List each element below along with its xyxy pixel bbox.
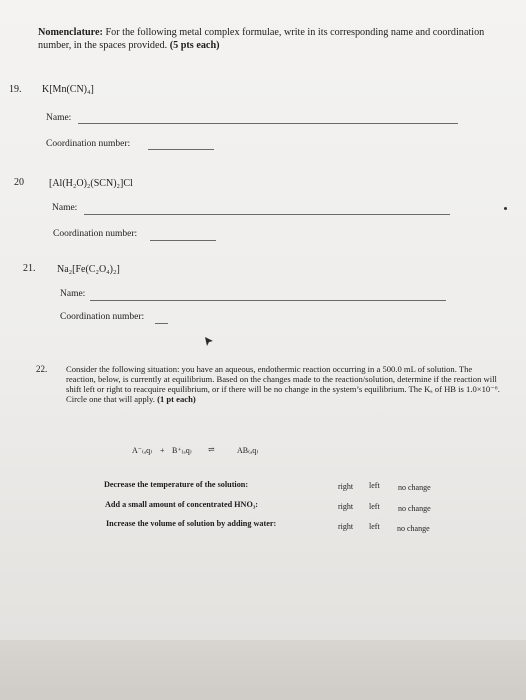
row1-left-option[interactable]: left (369, 481, 380, 490)
row2-left-option[interactable]: left (369, 502, 380, 511)
eq-plus: + (160, 446, 165, 455)
q21-cn-line[interactable] (155, 323, 168, 324)
q20-number: 20 (14, 177, 24, 188)
q20-cn-label: Coordination number: (53, 229, 138, 239)
row1-label: Decrease the temperature of the solution: (104, 480, 249, 489)
q22-points: (1 pt each) (154, 394, 196, 404)
eq-reactant-b: B⁺₍ₐq₎ (172, 446, 192, 455)
header-label: Nomenclature: (38, 27, 103, 38)
q20-cn-line[interactable] (150, 240, 216, 241)
row3-label: Increase the volume of solution by adding water: (106, 519, 277, 528)
row3-left-option[interactable]: left (369, 522, 380, 531)
q19-number: 19. (9, 84, 22, 95)
header-points: (5 pts each) (167, 40, 220, 51)
q19-name-line[interactable] (78, 123, 458, 124)
row2-nochange-option[interactable]: no change (398, 504, 431, 513)
row1-right-option[interactable]: right (338, 482, 354, 491)
row2-right-option[interactable]: right (338, 502, 354, 511)
q21-formula: Na₂[Fe(C₂O₄)₂] (57, 264, 120, 275)
row1-nochange-option[interactable]: no change (398, 483, 431, 492)
q19-formula: K[Mn(CN)₄] (42, 84, 94, 95)
q22-prompt (66, 364, 502, 404)
q20-name-line[interactable] (84, 214, 450, 215)
q21-name-label: Name: (60, 289, 86, 299)
header-text: For the following metal complex formulae, write in its corresponding name and coordination number, in the spaces provided. (38, 27, 485, 51)
q20-name-label: Name: (52, 203, 78, 213)
eq-product: AB₍ₐq₎ (237, 446, 259, 455)
q22-number: 22. (36, 364, 48, 374)
q20-formula: [Al(H₂O)₂(SCN)₂]Cl (49, 178, 133, 189)
row3-nochange-option[interactable]: no change (397, 524, 430, 533)
q19-cn-line[interactable] (148, 149, 214, 150)
eq-reactant-a: A⁻₍ₐq₎ (132, 446, 153, 455)
q21-name-line[interactable] (90, 300, 446, 301)
q22-text: Consider the following situation: you have an aqueous, endothermic reaction occurring in a 500.0 mL of solution. The reaction, below, is currently at equilibrium. Based on the changes made to the reaction/solution, determine if the reaction will shift left or right to reacquire equilibrium, or if there will be no change in the system’s equilibrium. The Kₐ of HB is 1.0×10⁻⁶. Circle one that will apply. (66, 364, 500, 404)
page-shadow (0, 640, 526, 700)
row2-label: Add a small amount of concentrated HNO₃: (105, 500, 259, 509)
q19-cn-label: Coordination number: (46, 139, 131, 149)
row3-right-option[interactable]: right (338, 522, 354, 531)
eq-arrow: ⇌ (208, 445, 215, 454)
q21-number: 21. (23, 263, 36, 274)
stray-mark (504, 207, 507, 210)
q21-cn-label: Coordination number: (60, 312, 145, 322)
instructions-header (38, 26, 508, 52)
q19-name-label: Name: (46, 113, 72, 123)
cursor-arrow-icon (204, 336, 214, 348)
